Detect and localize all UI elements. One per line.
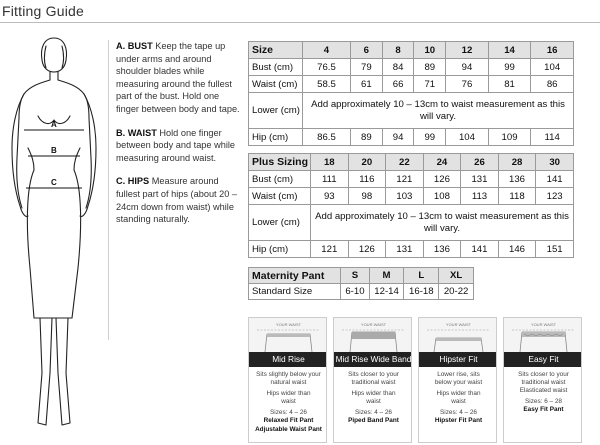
body-outline-figure <box>0 28 108 443</box>
table-cell: 12-14 <box>369 284 404 300</box>
instruction-waist: B. WAIST Hold one finger between body and tape while measuring around waist. <box>116 127 236 163</box>
table-cell: 81 <box>488 76 531 93</box>
size-header: Size <box>249 42 303 59</box>
size-col: 8 <box>382 42 414 59</box>
svg-text:YOUR WAIST: YOUR WAIST <box>445 322 472 327</box>
size-col: M <box>369 268 404 284</box>
size-col: 22 <box>386 154 424 171</box>
table-cell: 76 <box>446 76 489 93</box>
svg-text:YOUR WAIST: YOUR WAIST <box>275 322 302 327</box>
table-row <box>249 241 574 258</box>
table-cell: 20-22 <box>439 284 474 300</box>
table-cell: 136 <box>498 171 536 188</box>
fit-guide-cards <box>248 317 582 445</box>
section-divider <box>108 40 109 340</box>
figure-label-a: A <box>51 120 57 129</box>
table-cell: 103 <box>386 188 424 205</box>
table-row <box>249 59 574 76</box>
fit-card-title: Mid Rise <box>249 352 327 367</box>
size-col: 6 <box>350 42 382 59</box>
size-col: 24 <box>423 154 461 171</box>
figure-label-c: C <box>51 178 57 187</box>
row-label: Lower (cm) <box>249 205 311 241</box>
table-cell: 86.5 <box>302 129 350 146</box>
fit-card-title: Hipster Fit <box>419 352 497 367</box>
size-col: 14 <box>488 42 531 59</box>
size-col: 10 <box>414 42 446 59</box>
instruction-bust: A. BUST Keep the tape up under arms and around shoulder blades while measuring around the fullest part of the bust. Hold one finger between body and tape. <box>116 41 240 114</box>
table-row <box>249 171 574 188</box>
size-col: S <box>341 268 369 284</box>
size-col: 18 <box>311 154 349 171</box>
table-cell: 99 <box>414 129 446 146</box>
table-cell: 93 <box>311 188 349 205</box>
size-col: XL <box>439 268 474 284</box>
size-col: 28 <box>498 154 536 171</box>
table-cell: 16-18 <box>404 284 439 300</box>
row-label: Bust (cm) <box>249 171 311 188</box>
table-row <box>249 76 574 93</box>
fit-card-description: Sits closer to your traditional waist Elasticated waist Sizes: 6 – 28 Easy Fit Pant <box>518 371 569 414</box>
row-label: Waist (cm) <box>249 188 311 205</box>
fit-card-hipster-fit <box>418 317 497 443</box>
pant-sketch-icon <box>249 318 327 352</box>
svg-text:YOUR WAIST: YOUR WAIST <box>360 322 387 327</box>
table-cell: 94 <box>382 129 414 146</box>
fit-card-description: Sits closer to your traditional waist Hips wider than waist Sizes: 4 – 26 Piped Band Pant <box>348 371 399 425</box>
table-cell: 99 <box>488 59 531 76</box>
table-cell: 98 <box>348 188 386 205</box>
table-row <box>249 129 574 146</box>
fit-card-title: Mid Rise Wide Band <box>334 352 412 367</box>
table-cell: 151 <box>536 241 574 258</box>
table-cell: 146 <box>498 241 536 258</box>
instruction-hips: C. HIPS Measure around fullest part of hips (about 20 – 24cm down from waist) while standing naturally. <box>116 176 238 225</box>
page-title: Fitting Guide <box>2 3 84 19</box>
table-cell: 84 <box>382 59 414 76</box>
row-label: Hip (cm) <box>249 241 311 258</box>
table-cell: 109 <box>488 129 531 146</box>
size-col: 4 <box>302 42 350 59</box>
table-cell: 114 <box>531 129 574 146</box>
table-cell: 113 <box>461 188 499 205</box>
pant-sketch-icon <box>504 318 582 352</box>
size-col: 26 <box>461 154 499 171</box>
fit-card-description: Sits slightly below your natural waist Hips wider than waist Sizes: 4 – 26 Relaxed Fit Pant Adjustable Waist Pant <box>255 371 322 433</box>
lower-note: Add approximately 10 – 13cm to waist measurement as this will vary. <box>302 93 573 129</box>
fit-card-mid-rise <box>248 317 327 443</box>
table-cell: 141 <box>461 241 499 258</box>
fit-card-description: Lower rise, sits below your waist Hips wider than waist Sizes: 4 – 26 Hipster Fit Pant <box>434 371 483 425</box>
maternity-header: Maternity Pant <box>249 268 341 284</box>
row-label: Lower (cm) <box>249 93 303 129</box>
plus-size-header: Plus Sizing <box>249 154 311 171</box>
row-label: Waist (cm) <box>249 76 303 93</box>
table-cell: 123 <box>536 188 574 205</box>
table-row <box>249 284 474 300</box>
table-cell: 58.5 <box>302 76 350 93</box>
table-cell: 136 <box>423 241 461 258</box>
table-cell: 104 <box>446 129 489 146</box>
table-cell: 71 <box>414 76 446 93</box>
size-col: 30 <box>536 154 574 171</box>
table-cell: 116 <box>348 171 386 188</box>
table-cell: 126 <box>348 241 386 258</box>
table-cell: 66 <box>382 76 414 93</box>
table-cell: 141 <box>536 171 574 188</box>
fit-card-title: Easy Fit <box>504 352 582 367</box>
table-cell: 6-10 <box>341 284 369 300</box>
svg-text:YOUR WAIST: YOUR WAIST <box>530 322 557 327</box>
table-cell: 108 <box>423 188 461 205</box>
table-cell: 126 <box>423 171 461 188</box>
fit-card-easy-fit <box>503 317 582 443</box>
lower-note: Add approximately 10 – 13cm to waist measurement as this will vary. <box>311 205 574 241</box>
measurement-instructions <box>116 40 242 237</box>
pant-sketch-icon <box>334 318 412 352</box>
table-cell: 86 <box>531 76 574 93</box>
maternity-table <box>248 267 474 300</box>
table-cell: 104 <box>531 59 574 76</box>
pant-sketch-icon <box>419 318 497 352</box>
table-cell: 131 <box>386 241 424 258</box>
table-cell: 89 <box>414 59 446 76</box>
row-label: Standard Size <box>249 284 341 300</box>
figure-label-b: B <box>51 146 57 155</box>
table-cell: 111 <box>311 171 349 188</box>
plus-size-table <box>248 153 574 258</box>
table-cell: 131 <box>461 171 499 188</box>
size-table <box>248 41 574 146</box>
row-label: Hip (cm) <box>249 129 303 146</box>
table-cell: 76.5 <box>302 59 350 76</box>
size-col: L <box>404 268 439 284</box>
table-row <box>249 188 574 205</box>
table-cell: 121 <box>386 171 424 188</box>
table-cell: 121 <box>311 241 349 258</box>
table-cell: 94 <box>446 59 489 76</box>
fit-card-mid-rise-wide-band <box>333 317 412 443</box>
table-cell: 61 <box>350 76 382 93</box>
size-col: 12 <box>446 42 489 59</box>
table-cell: 79 <box>350 59 382 76</box>
table-cell: 89 <box>350 129 382 146</box>
size-col: 16 <box>531 42 574 59</box>
size-col: 20 <box>348 154 386 171</box>
table-cell: 118 <box>498 188 536 205</box>
row-label: Bust (cm) <box>249 59 303 76</box>
table-row <box>249 205 574 241</box>
table-row <box>249 93 574 129</box>
title-divider <box>0 22 600 23</box>
